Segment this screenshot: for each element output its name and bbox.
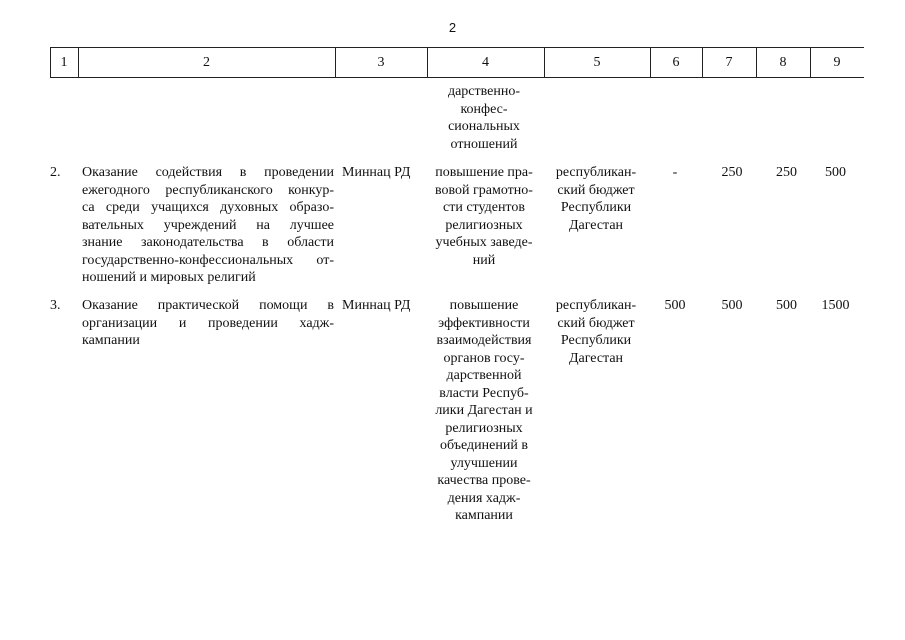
text-line: государственно-конфессиональных от- (82, 252, 334, 268)
text-line: ежегодного республиканского конкур- (82, 182, 334, 198)
text-line: ношений и мировых религий (82, 270, 256, 285)
event-description (82, 164, 334, 287)
header-col-7: 7 (725, 55, 733, 70)
text-line: сиональных (448, 119, 520, 134)
text-line: отношений (450, 136, 518, 152)
text-line: кампании (82, 333, 140, 348)
text-line: Республики (560, 200, 632, 215)
text-line: дарственно- (447, 84, 521, 99)
header-col-4: 4 (482, 55, 489, 70)
expected-result (428, 297, 540, 525)
responsible-executor: Миннац РД (342, 165, 411, 180)
text-line: республикан- (555, 165, 637, 180)
text-line: повышение (449, 298, 519, 313)
text-line: ний (472, 252, 496, 268)
header-col-9: 9 (833, 55, 841, 70)
text-line: качества прове- (437, 473, 531, 488)
header-col-6: 6 (672, 55, 680, 70)
text-line: ский бюджет (557, 315, 635, 331)
text-line: эффективности (438, 315, 530, 331)
responsible-executor: Миннац РД (342, 298, 411, 313)
text-line: ский бюджет (557, 182, 635, 198)
text-line: религиозных (445, 420, 523, 436)
text-line: Оказание практической помощи в (82, 298, 334, 313)
text-line: республикан- (555, 298, 637, 313)
text-line: религиозных (445, 217, 523, 233)
text-line: са среди учащихся духовных образо- (82, 200, 334, 215)
text-line: органов госу- (443, 350, 525, 366)
text-line: вательных учреждений на лучшее (82, 217, 334, 233)
text-line: кампании (455, 508, 513, 523)
page-number: 2 (448, 20, 457, 35)
text-line: взаимодействия (436, 333, 532, 348)
amount-col6: 500 (664, 298, 686, 313)
amount-total: 500 (825, 165, 846, 180)
text-line: объединений в (440, 438, 528, 453)
text-line: знание законодательства в области (82, 235, 334, 250)
amount-total: 1500 (821, 298, 850, 313)
amount-col8: 500 (776, 298, 797, 313)
amount-col8: 250 (776, 165, 797, 180)
amount-col7: 500 (721, 298, 743, 313)
text-line: дарственной (446, 368, 522, 383)
amount-col7: 250 (721, 165, 743, 180)
table-header-row (50, 47, 864, 78)
text-line: вовой грамотно- (435, 182, 533, 198)
expected-result (428, 164, 540, 269)
text-line: Республики (560, 333, 632, 348)
funding-source (547, 164, 645, 234)
header-col-5: 5 (593, 55, 601, 70)
text-line: повышение пра- (435, 165, 533, 180)
header-col-8: 8 (779, 55, 787, 70)
row-number: 3. (50, 298, 61, 313)
amount-col6: - (672, 165, 678, 180)
continuation-col4 (428, 83, 540, 153)
text-line: конфес- (460, 101, 508, 117)
text-line: власти Респуб- (439, 385, 529, 401)
text-line: Оказание содействия в проведении (82, 165, 334, 180)
text-line: дения хадж- (447, 490, 521, 506)
text-line: учебных заведе- (435, 235, 533, 250)
text-line: улучшении (450, 455, 518, 471)
header-col-2: 2 (203, 55, 210, 70)
text-line: Дагестан (568, 350, 624, 366)
text-line: Дагестан (568, 217, 624, 233)
text-line: лики Дагестан и (435, 403, 533, 418)
row-number: 2. (50, 165, 61, 180)
header-col-3: 3 (377, 55, 385, 70)
text-line: сти студентов (443, 200, 525, 215)
event-description (82, 297, 334, 350)
header-col-1: 1 (60, 55, 68, 70)
funding-source (547, 297, 645, 367)
text-line: организации и проведении хадж- (82, 315, 334, 331)
